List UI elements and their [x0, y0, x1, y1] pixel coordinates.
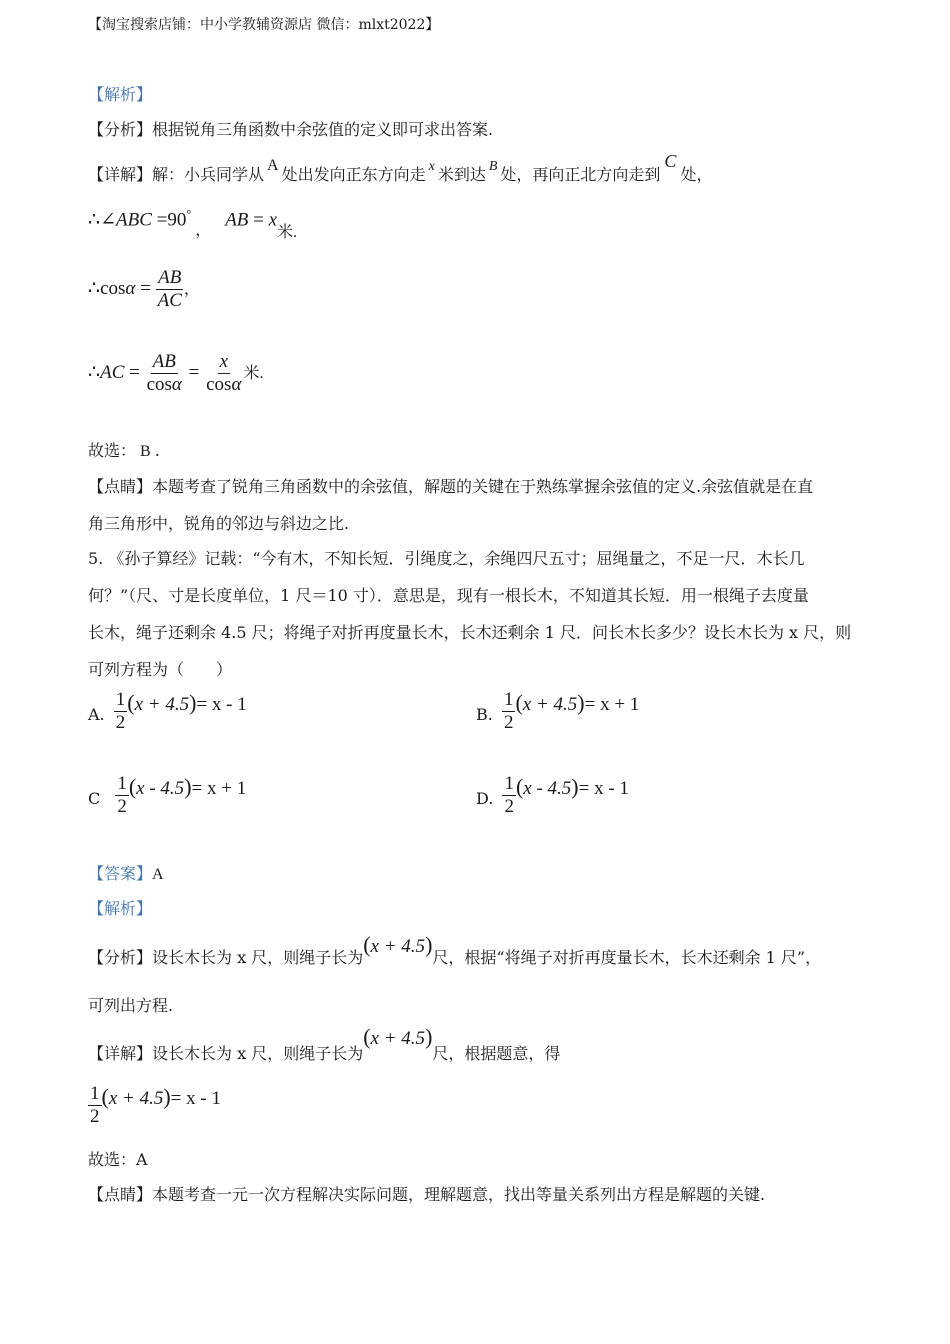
- equals: =: [188, 361, 200, 383]
- eq-ac: [88, 352, 263, 395]
- q5-comment: [88, 1182, 765, 1205]
- q5-answer: [88, 861, 164, 884]
- comment-text: 本题考查一元一次方程解决实际问题，理解题意，找出等量关系列出方程是解题的关键.: [152, 1185, 766, 1204]
- numerator: 1: [115, 689, 126, 710]
- analysis-label: 【分析】: [88, 948, 153, 967]
- analysis-label: 【分析】: [88, 120, 153, 139]
- alpha: α: [231, 373, 242, 395]
- inner-expression: x - 4.5: [136, 778, 185, 799]
- var-A: A: [267, 157, 279, 174]
- comment-label: 【点睛】: [88, 477, 153, 496]
- half: [502, 690, 516, 733]
- half: [502, 774, 516, 817]
- ninety: 90: [167, 209, 187, 231]
- var-C: C: [664, 151, 677, 171]
- right-side: = x - 1: [196, 694, 247, 715]
- inner-expression: x + 4.5: [108, 1088, 164, 1109]
- q4-comment-line1: [88, 474, 813, 497]
- right-side: = x + 1: [584, 694, 640, 715]
- inner-expression: x + 4.5: [134, 694, 190, 715]
- period: .: [154, 441, 160, 460]
- right-side: = x + 1: [191, 778, 247, 799]
- q5-analysis-line2: 可列出方程.: [88, 996, 174, 1015]
- detail-text-1: 解：小兵同学从: [152, 165, 265, 184]
- half: [115, 774, 129, 817]
- right-side: = x - 1: [170, 1088, 221, 1109]
- denominator: [145, 374, 184, 395]
- fraction-ab-ac: [156, 268, 184, 311]
- option-label: B.: [476, 705, 493, 724]
- unit-mi: 米.: [243, 364, 264, 382]
- eq-angle: [88, 207, 298, 242]
- alpha: α: [125, 277, 136, 299]
- detail-text-2: 处出发向正东方向走: [281, 165, 426, 184]
- analysis-text-1: 设长木长为 x 尺，则绳子长为: [152, 948, 364, 967]
- denominator: 2: [117, 795, 127, 817]
- q5-jiexi-heading: 【解析】: [88, 899, 153, 918]
- answer-value: A: [152, 866, 164, 883]
- numerator: 1: [117, 773, 127, 794]
- comment-text: 本题考查了锐角三角函数中的余弦值，解题的关键在于熟练掌握余弦值的定义.余弦值就是在直: [152, 477, 814, 496]
- half: [114, 690, 128, 733]
- q5-stem-line3: 长木，绳子还剩余 4.5 尺；将绳子对折再度量长木，长木还剩余 1 尺．问长木长多少？设长木长为 x 尺，则: [88, 623, 852, 642]
- denominator: 2: [115, 711, 126, 733]
- denominator: 2: [503, 711, 514, 733]
- equals: =: [140, 277, 151, 299]
- detail-text-1: 设长木长为 x 尺，则绳子长为: [152, 1044, 364, 1063]
- analysis-text-2: 尺，根据“将绳子对折再度量长木，长木还剩余 1 尺”，: [432, 948, 822, 967]
- numerator: 1: [90, 1083, 100, 1104]
- numerator: AB: [158, 267, 182, 288]
- q4-choice: [88, 438, 160, 461]
- choice-value: B: [140, 443, 151, 460]
- fraction-ab-cos: [145, 352, 184, 395]
- detail-label: 【详解】: [88, 165, 153, 184]
- rope-length: x + 4.5: [370, 1028, 426, 1049]
- numerator: 1: [504, 773, 514, 794]
- q5-stem-line1: 5. 《孙子算经》记载：“今有木，不知长短．引绳度之，余绳四尺五寸；屈绳量之，不足一尺．木长几: [88, 549, 805, 568]
- option-b: B. $\frac{1}{2}$ (x + 4.5)= x + 1: [476, 689, 640, 733]
- comment-label: 【点睛】: [88, 1185, 153, 1204]
- q4-comment-line2: 角三角形中，锐角的邻边与斜边之比.: [88, 514, 350, 533]
- q4-detail-line: [88, 151, 713, 190]
- q5-stem-line2: 何？”（尺、寸是长度单位，1 尺＝10 寸）．意思是，现有一根长木，不知道其长短．用一根绳子去度量: [88, 586, 809, 605]
- detail-text-2: 尺，根据题意，得: [432, 1044, 561, 1063]
- alpha: α: [171, 373, 182, 395]
- denominator: AC: [157, 289, 182, 311]
- comma: ，: [195, 222, 212, 240]
- angle-abc: ∠ABC: [100, 209, 152, 231]
- equals: =: [129, 361, 140, 383]
- ab: AB: [225, 209, 249, 231]
- var-B: B: [488, 159, 498, 174]
- fraction-x-cos: [204, 352, 243, 395]
- q5-stem-line4: 可列方程为（ ）: [88, 660, 233, 679]
- comma: ，: [183, 280, 200, 298]
- var-x: x: [428, 159, 435, 174]
- detail-text-5: 处，: [680, 165, 713, 184]
- q5-analysis-line1: 【分析】设长木长为 x 尺，则绳子长为(x + 4.5)尺，根据“将绳子对折再度量长木，长木还剩余 1 尺”，: [88, 932, 822, 967]
- detail-text-4: 处，再向正北方向走到: [500, 165, 661, 184]
- equals: =: [253, 209, 264, 231]
- option-label: D.: [476, 789, 494, 808]
- therefore-symbol: ∴: [88, 209, 101, 231]
- page-header: 【淘宝搜索店铺：中小学教辅资源店 微信：mlxt2022】: [88, 17, 440, 33]
- q5-final-equation: $\frac{1}{2}$ (x + 4.5)= x - 1: [90, 1083, 221, 1127]
- inner-expression: x + 4.5: [522, 694, 578, 715]
- option-a: A. $\frac{1}{2}$ (x + 4.5)= x - 1: [88, 689, 247, 733]
- analysis-text: 根据锐角三角函数中余弦值的定义即可求出答案.: [152, 120, 494, 139]
- degree: °: [186, 207, 192, 221]
- half: [88, 1084, 102, 1127]
- q4-analysis: [88, 117, 493, 140]
- right-side: = x - 1: [578, 778, 629, 799]
- option-d: D. $\frac{1}{2}$ (x - 4.5)= x - 1: [476, 773, 629, 817]
- denominator: [204, 374, 243, 395]
- cos: cos: [206, 373, 232, 395]
- option-c: C $\frac{1}{2}$ (x - 4.5)= x + 1: [88, 773, 247, 817]
- therefore-symbol: ∴: [88, 277, 101, 299]
- q5-choice: 故选：A: [88, 1150, 148, 1169]
- q5-detail: 【详解】设长木长为 x 尺，则绳子长为(x + 4.5)尺，根据题意，得: [88, 1024, 561, 1063]
- numerator: AB: [152, 351, 176, 372]
- cos: cos: [146, 373, 172, 395]
- cos: cos: [100, 277, 126, 299]
- denominator: 2: [504, 795, 514, 817]
- rope-length: x + 4.5: [370, 936, 426, 957]
- x: x: [268, 209, 278, 231]
- detail-label: 【详解】: [88, 1044, 153, 1063]
- choice-label: 故选：: [88, 441, 137, 460]
- eq-cos: [88, 268, 200, 311]
- therefore-symbol: ∴: [88, 361, 101, 383]
- option-label: A.: [88, 705, 105, 724]
- equals: =: [156, 209, 168, 231]
- denominator: 2: [90, 1105, 100, 1127]
- answer-label: 【答案】: [88, 864, 153, 883]
- option-label: C: [88, 789, 101, 808]
- detail-text-3: 米到达: [437, 165, 486, 184]
- q4-jiexi-heading: 【解析】: [88, 85, 153, 104]
- ac: AC: [100, 361, 125, 383]
- inner-expression: x - 4.5: [523, 778, 572, 799]
- unit-mi: 米.: [277, 224, 298, 242]
- numerator: x: [219, 351, 228, 372]
- numerator: 1: [503, 689, 514, 710]
